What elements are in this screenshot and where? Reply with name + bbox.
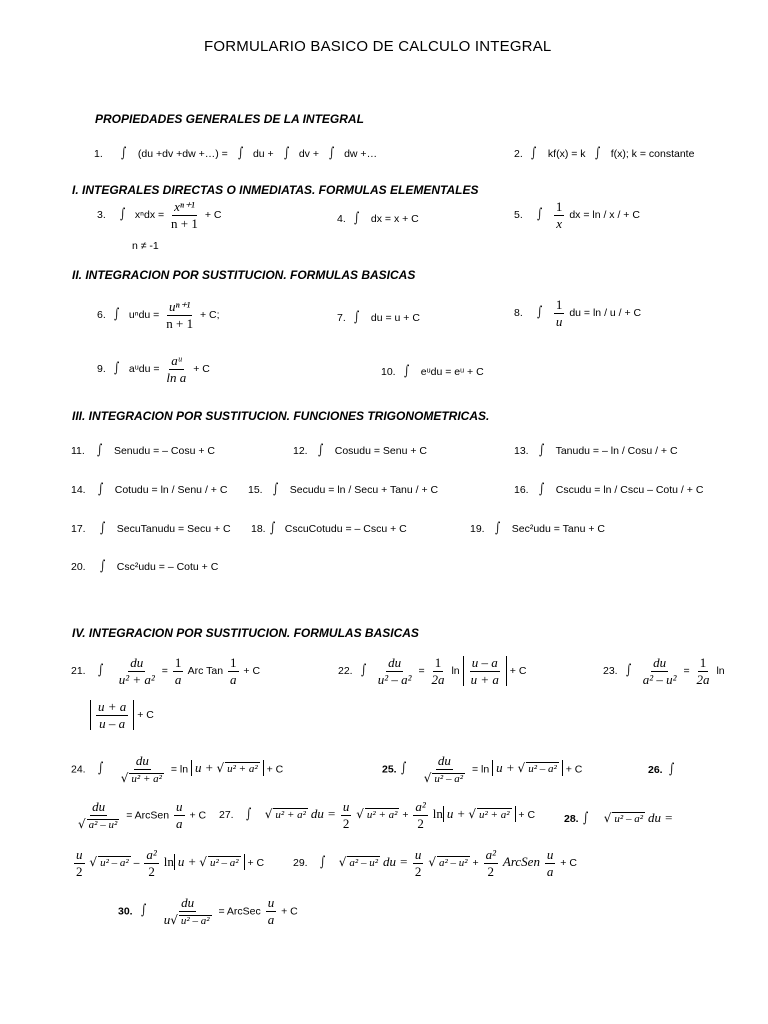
- denominator: 2: [417, 815, 424, 831]
- radicand: u² + a²: [275, 808, 306, 821]
- formula-number: 25.: [382, 763, 397, 776]
- formula-1: [94, 146, 377, 160]
- formula-number: 4.: [337, 213, 346, 225]
- formula-text: + C: [281, 905, 298, 918]
- section-1: I. INTEGRALES DIRECTAS O INMEDIATAS. FORMULAS ELEMENTALES: [72, 183, 479, 197]
- denominator: a: [174, 671, 182, 687]
- formula-text: Secudu = ln / Secu + Tanu / + C: [289, 484, 439, 496]
- formula-16: [514, 482, 703, 496]
- integral-icon: ∫: [237, 145, 243, 161]
- integral-icon: ∫: [360, 661, 366, 678]
- formula-text: + C: [137, 708, 154, 721]
- formula-text: du =: [310, 805, 336, 821]
- integral-icon: ∫: [403, 363, 409, 379]
- formula-text: ln: [451, 664, 460, 677]
- formula-28-continued: [72, 848, 264, 878]
- fraction: [695, 656, 712, 686]
- numerator: du: [92, 799, 106, 814]
- fraction: [422, 754, 467, 785]
- radicand: u² – a²: [528, 763, 557, 776]
- formula-text: + C: [266, 763, 284, 776]
- fraction: [117, 656, 157, 686]
- formula-23: [603, 656, 725, 686]
- absolute-value: [191, 760, 264, 776]
- absolute-value: [90, 700, 134, 730]
- numerator: u: [176, 799, 183, 815]
- formula-number: 30.: [118, 905, 133, 918]
- formula-text: ln: [716, 664, 725, 677]
- formula-2: [514, 146, 694, 160]
- fraction: [545, 848, 556, 878]
- denominator: 2: [487, 863, 495, 879]
- integral-icon: ∫: [140, 902, 146, 919]
- formula-number: 18.: [251, 523, 266, 535]
- sqrt-icon: √: [170, 912, 178, 927]
- denominator: 2: [342, 815, 350, 831]
- integral-icon: ∫: [119, 205, 125, 222]
- denominator: ln a: [166, 369, 187, 385]
- formula-4: [337, 211, 419, 225]
- formula-text: dv +: [298, 148, 319, 160]
- sqrt-icon: √: [428, 854, 436, 869]
- formula-number: 16.: [514, 484, 529, 496]
- integral-icon: ∫: [536, 205, 542, 222]
- denominator: 2: [148, 863, 155, 879]
- formula-text: du =: [382, 853, 408, 869]
- formula-number: 20.: [71, 561, 86, 573]
- integral-icon: ∫: [99, 558, 105, 574]
- numerator: u: [342, 799, 350, 814]
- formula-number: 14.: [71, 484, 86, 496]
- formula-number: 10.: [381, 366, 396, 378]
- integral-icon: ∫: [272, 481, 278, 497]
- denominator: u: [555, 313, 563, 329]
- integral-icon: ∫: [317, 442, 323, 458]
- formula-26: [74, 800, 206, 831]
- fraction: [469, 656, 501, 686]
- formula-text: = ArcSec: [218, 905, 261, 918]
- formula-text: + C: [560, 856, 577, 869]
- numerator: aᵘ: [171, 353, 182, 368]
- integral-icon: ∫: [328, 145, 335, 161]
- sqrt-icon: √: [517, 761, 526, 776]
- fraction: [413, 800, 427, 830]
- denominator: a: [230, 671, 237, 687]
- denominator-factor: u: [163, 911, 171, 927]
- formula-text: u +: [446, 805, 466, 821]
- formula-18: [251, 521, 407, 535]
- formula-number: 1.: [94, 148, 103, 160]
- formula-text: +: [472, 856, 479, 869]
- denominator: 2a: [431, 671, 445, 687]
- formula-text: + C: [243, 664, 261, 677]
- denominator: 2: [414, 863, 422, 879]
- numerator: xⁿ⁺¹: [174, 199, 195, 214]
- formula-number: 19.: [470, 523, 485, 535]
- integral-icon: ∫: [113, 359, 119, 376]
- integral-icon: ∫: [582, 810, 588, 826]
- formula-19: [470, 521, 605, 535]
- formula-27: [219, 800, 535, 830]
- formula-number: 6.: [97, 308, 106, 321]
- equals: =: [161, 664, 168, 677]
- formula-text: + C: [189, 809, 207, 822]
- radicand: u² + a²: [131, 772, 162, 785]
- formula-text: CscuCotudu = – Cscu + C: [284, 523, 407, 535]
- integral-icon: ∫: [319, 853, 325, 870]
- formula-5: [514, 200, 640, 230]
- integral-icon: ∫: [353, 309, 359, 325]
- formula-13: [514, 443, 678, 457]
- denominator: n + 1: [166, 315, 194, 331]
- numerator: u: [414, 847, 422, 862]
- formula-text: kf(x) = k: [547, 148, 586, 160]
- formula-15: [248, 482, 438, 496]
- section-2: II. INTEGRACION POR SUSTITUCION. FORMULAS BASICAS: [72, 268, 416, 282]
- denominator: u² – a²: [377, 671, 412, 687]
- denominator: n + 1: [171, 215, 198, 231]
- sqrt-icon: √: [423, 770, 432, 785]
- sqrt-icon: √: [356, 806, 364, 821]
- sqrt-icon: √: [78, 816, 86, 831]
- section-3: III. INTEGRACION POR SUSTITUCION. FUNCIONES TRIGONOMETRICAS.: [72, 409, 490, 423]
- integral-icon: ∫: [538, 442, 544, 458]
- section-properties: PROPIEDADES GENERALES DE LA INTEGRAL: [95, 112, 364, 126]
- denominator: a: [267, 912, 275, 928]
- integral-icon: ∫: [494, 520, 500, 536]
- numerator: a²: [485, 847, 496, 862]
- fraction: [119, 754, 166, 785]
- numerator: du: [135, 753, 149, 768]
- denominator: [76, 816, 121, 832]
- fraction: [74, 848, 85, 878]
- formula-number: 26.: [648, 764, 663, 776]
- denominator: [162, 912, 214, 928]
- denominator: a² – u²: [642, 671, 677, 687]
- formula-7: [337, 310, 420, 324]
- formula-text: Arc Tan: [187, 664, 224, 677]
- formula-text: dx = ln / x / + C: [569, 208, 640, 221]
- numerator: u: [546, 847, 554, 862]
- radicand: a² – u²: [438, 856, 468, 869]
- formula-number: 29.: [293, 856, 308, 869]
- fraction: [430, 656, 447, 686]
- integral-icon: ∫: [96, 442, 102, 458]
- integral-icon: ∫: [625, 661, 631, 678]
- integral-icon: ∫: [668, 761, 674, 777]
- radicand: a² – u²: [349, 856, 379, 869]
- numerator: 1: [174, 655, 182, 670]
- radicand: a² – u²: [88, 818, 118, 831]
- fraction: [164, 354, 188, 384]
- fraction: [173, 656, 184, 686]
- sqrt-icon: √: [199, 854, 207, 869]
- formula-text: ln: [163, 853, 174, 869]
- radicand: u² – a²: [434, 772, 464, 785]
- formula-text: = ln: [471, 763, 490, 776]
- formula-text: f(x); k = constante: [610, 148, 695, 160]
- sqrt-icon: √: [603, 811, 612, 825]
- formula-text: Csc²udu = – Cotu + C: [116, 561, 219, 573]
- formula-number: 9.: [97, 362, 106, 375]
- formula-text: –: [133, 856, 140, 869]
- radicand: u² – a²: [100, 856, 129, 869]
- formula-25: [382, 754, 582, 785]
- formula-text: du = ln / u / + C: [569, 306, 642, 319]
- formula-text: + C: [193, 362, 210, 375]
- fraction: [162, 896, 214, 927]
- sqrt-icon: √: [216, 761, 225, 776]
- integral-icon: ∫: [97, 661, 103, 678]
- denominator: a: [176, 816, 183, 832]
- equals: =: [418, 664, 425, 677]
- formula-number: 3.: [97, 208, 106, 221]
- formula-text: dw +…: [344, 148, 378, 160]
- formula-text: = ln: [170, 763, 189, 776]
- formula-text: du =: [647, 810, 673, 825]
- numerator: 1: [434, 655, 442, 670]
- formula-text: SecuTanudu = Secu + C: [116, 523, 231, 535]
- formula-text: + C: [509, 664, 527, 677]
- denominator: [422, 770, 467, 786]
- page-title: FORMULARIO BASICO DE CALCULO INTEGRAL: [204, 38, 552, 55]
- formula-24: [71, 754, 283, 785]
- numerator: du: [437, 753, 451, 768]
- sqrt-icon: √: [120, 770, 129, 785]
- formula-number: 15.: [248, 484, 263, 496]
- formula-text: + C: [247, 856, 265, 869]
- formula-26-header: [648, 762, 675, 776]
- integral-icon: ∫: [120, 145, 126, 161]
- formula-11: [71, 443, 215, 457]
- denominator: a: [546, 863, 554, 879]
- fraction: [96, 700, 128, 730]
- absolute-value: [492, 760, 563, 776]
- equals: =: [683, 664, 690, 677]
- fraction: [76, 800, 121, 831]
- integral-icon: ∫: [113, 305, 119, 322]
- formula-text: + C: [518, 808, 536, 821]
- formula-text: ln: [432, 805, 443, 821]
- formula-text: Sec²udu = Tanu + C: [511, 523, 605, 535]
- formula-text: u +: [195, 760, 214, 776]
- formula-12: [293, 443, 427, 457]
- absolute-value: [443, 806, 516, 822]
- formula-text: + C;: [200, 308, 220, 321]
- formula-number: 24.: [71, 763, 86, 776]
- formula-number: 23.: [603, 664, 618, 677]
- formula-8: [514, 298, 641, 328]
- radicand: u² – a²: [614, 813, 644, 825]
- integral-icon: ∫: [99, 520, 105, 536]
- denominator: x: [556, 215, 563, 231]
- integral-icon: ∫: [538, 481, 544, 497]
- fraction: [169, 200, 200, 230]
- formula-text: Cosudu = Senu + C: [334, 445, 427, 457]
- integral-icon: ∫: [97, 760, 103, 777]
- formula-text: ArcSen: [502, 853, 540, 869]
- formula-text: u +: [177, 853, 197, 869]
- formula-number: 8.: [514, 306, 523, 319]
- integral-icon: ∫: [595, 145, 601, 161]
- integral-icon: ∫: [530, 145, 536, 161]
- formula-29: [293, 848, 577, 878]
- denominator: u – a: [99, 715, 126, 731]
- formula-28: [564, 810, 673, 826]
- formula-21: [71, 656, 260, 686]
- formula-text: (du +dv +dw +…) =: [137, 148, 228, 160]
- formula-text: +: [402, 808, 409, 821]
- numerator: 1: [230, 655, 237, 670]
- formula-30: [118, 896, 298, 927]
- formula-number: 17.: [71, 523, 86, 535]
- radicand: u² – a²: [180, 914, 210, 927]
- integral-icon: ∫: [245, 805, 251, 822]
- formula-text: eᵘdu = eᵘ + C: [420, 366, 484, 378]
- formula-number: 11.: [71, 445, 85, 457]
- fraction: [174, 800, 185, 830]
- integral-icon: ∫: [536, 303, 542, 320]
- numerator: u: [267, 895, 275, 911]
- formula-text: Tanudu = – ln / Cosu / + C: [555, 445, 678, 457]
- numerator: a²: [415, 799, 426, 814]
- formula-14: [71, 482, 227, 496]
- radicand: u² + a²: [227, 763, 258, 776]
- fraction: [228, 656, 239, 686]
- sqrt-icon: √: [338, 854, 347, 869]
- numerator: du: [388, 655, 402, 670]
- integral-icon: ∫: [97, 481, 103, 497]
- numerator: u + a: [98, 699, 127, 714]
- numerator: u – a: [471, 655, 498, 670]
- formula-text: uⁿdu =: [128, 308, 160, 321]
- fraction: [554, 200, 565, 230]
- numerator: a²: [146, 847, 157, 862]
- numerator: 1: [555, 297, 563, 312]
- fraction: [164, 300, 195, 330]
- formula-20: [71, 559, 218, 573]
- fraction: [144, 848, 158, 878]
- radicand: u² + a²: [366, 808, 398, 821]
- denominator: 2: [76, 863, 83, 879]
- formula-number: 2.: [514, 148, 523, 160]
- sqrt-icon: √: [89, 854, 98, 869]
- denominator: u² + a²: [118, 671, 155, 687]
- formula-text: + C: [204, 208, 222, 221]
- formula-text: Cotudu = ln / Senu / + C: [114, 484, 228, 496]
- formula-text: du +: [252, 148, 274, 160]
- formula-text: = ArcSen: [126, 809, 170, 822]
- formula-3: [97, 200, 221, 230]
- fraction: [484, 848, 498, 878]
- numerator: du: [653, 655, 667, 670]
- fraction: [376, 656, 414, 686]
- numerator: du: [181, 895, 195, 910]
- fraction: [554, 298, 565, 328]
- formula-10: [381, 364, 484, 378]
- formula-17: [71, 521, 231, 535]
- denominator: [119, 770, 166, 786]
- formula-number: 22.: [338, 664, 353, 677]
- sqrt-icon: √: [264, 806, 273, 821]
- radicand: u² + a²: [478, 808, 510, 821]
- absolute-value: [463, 656, 507, 686]
- section-4: IV. INTEGRACION POR SUSTITUCION. FORMULAS BASICAS: [72, 626, 419, 640]
- numerator: uⁿ⁺¹: [168, 299, 191, 314]
- integral-icon: ∫: [400, 760, 406, 777]
- formula-text: aᵘdu =: [128, 362, 160, 375]
- formula-text: Senudu = – Cosu + C: [113, 445, 215, 457]
- formula-number: 27.: [219, 808, 234, 821]
- formula-number: 12.: [293, 445, 308, 457]
- fraction: [413, 848, 424, 878]
- formula-text: u +: [496, 760, 515, 776]
- integral-icon: ∫: [283, 145, 289, 161]
- radicand: u² – a²: [209, 856, 239, 869]
- formula-text: + C: [565, 763, 583, 776]
- formula-number: 13.: [514, 445, 529, 457]
- formula-number: 5.: [514, 208, 523, 221]
- formula-text: xⁿdx =: [134, 208, 165, 221]
- formula-text: Cscudu = ln / Cscu – Cotu / + C: [555, 484, 704, 496]
- integral-icon: ∫: [353, 210, 359, 226]
- formula-number: 21.: [71, 664, 86, 677]
- formula-text: du = u + C: [370, 312, 420, 324]
- formula-23-continued: [90, 700, 154, 730]
- sqrt-icon: √: [468, 806, 476, 821]
- denominator: 2a: [696, 671, 710, 687]
- absolute-value: [174, 854, 245, 870]
- formula-text: dx = x + C: [370, 213, 419, 225]
- numerator: du: [130, 655, 144, 670]
- formula-number: 28.: [564, 813, 579, 825]
- fraction: [266, 896, 277, 926]
- fraction: [641, 656, 679, 686]
- numerator: u: [76, 847, 83, 862]
- numerator: 1: [555, 199, 563, 214]
- integral-icon: ∫: [269, 520, 275, 536]
- formula-6: [97, 300, 220, 330]
- fraction: [341, 800, 352, 830]
- formula-22: [338, 656, 526, 686]
- numerator: 1: [699, 655, 707, 670]
- formula-9: [97, 354, 210, 384]
- formula-number: 7.: [337, 312, 346, 324]
- formula-3-condition: n ≠ -1: [132, 240, 159, 252]
- denominator: u + a: [470, 671, 499, 687]
